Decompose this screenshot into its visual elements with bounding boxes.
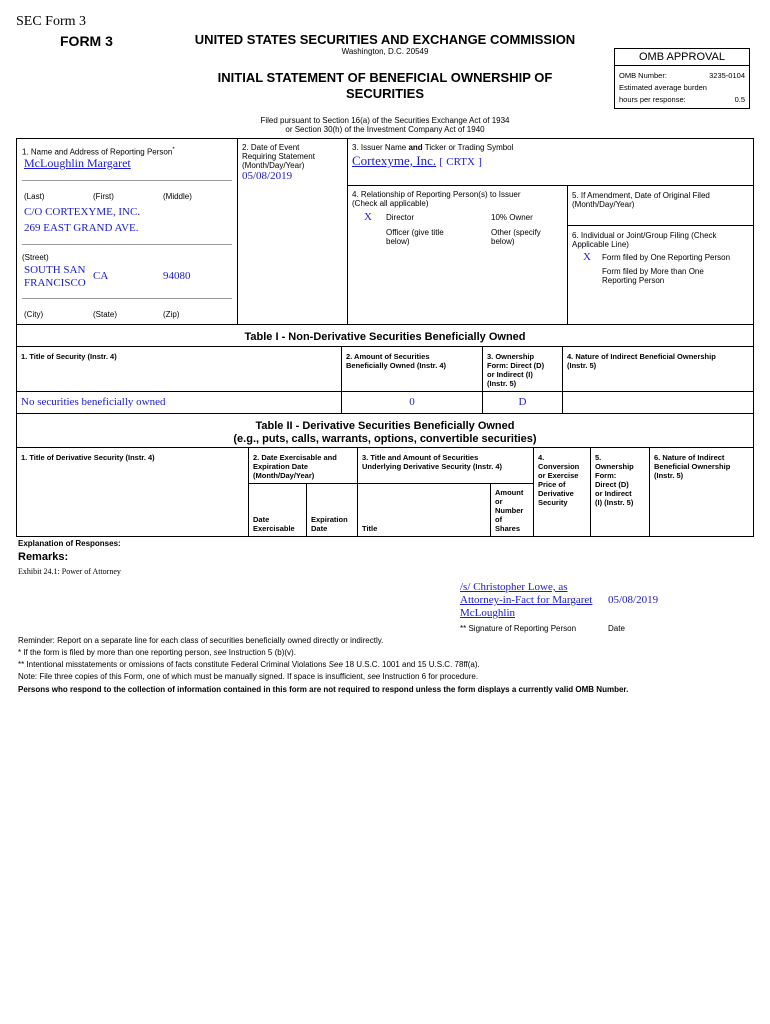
reporting-person-label: 1. Name and Address of Reporting Person* — [22, 147, 175, 157]
divider — [22, 298, 232, 299]
issuer-label: 3. Issuer Name and Ticker or Trading Symbol — [352, 143, 514, 152]
persons-notice: Persons who respond to the collection of information contained in this form are not required to respond unless the form displays a currently valid OMB Number. — [18, 685, 629, 694]
ten-percent-owner-label: 10% Owner — [491, 213, 533, 222]
footnote-1: * If the form is filed by more than one reporting person, see Instruction 5 (b)(v). — [18, 648, 296, 657]
filing-label: 6. Individual or Joint/Group Filing (Check Applicable Line) — [572, 231, 717, 249]
omb-burden-label: Estimated average burden — [619, 83, 707, 92]
date-label: Date — [608, 624, 625, 633]
row-ownership-form: D — [518, 396, 527, 408]
middle-label: (Middle) — [163, 192, 192, 201]
table-2-col-nature: 6. Nature of Indirect Beneficial Ownership (Instr. 5) — [654, 453, 731, 480]
form-number: FORM 3 — [60, 33, 113, 49]
street-label: (Street) — [22, 253, 49, 262]
state-label: (State) — [93, 310, 118, 319]
city-line-1: SOUTH SAN — [24, 264, 86, 276]
agency-name: UNITED STATES SECURITIES AND EXCHANGE COMMISSION — [194, 32, 576, 47]
table-2-sub-amount: Amount or Number of Shares — [495, 488, 524, 533]
footnote-2: ** Intentional misstatements or omissions of facts constitute Federal Criminal Violations See 18 U.S.C. 1001 and 15 U.S.C. 78ff(a). — [18, 660, 480, 669]
last-label: (Last) — [24, 192, 45, 201]
table-2-subheader-cell — [490, 483, 534, 537]
more-person-label: Form filed by More than One Reporting Person — [602, 267, 704, 285]
table-1-header-cell — [562, 346, 754, 392]
first-label: (First) — [93, 192, 114, 201]
ticker-symbol: CRTX — [446, 156, 475, 168]
table-2-col-dates: 2. Date Exercisable and Expiration Date (Month/Day/Year) — [253, 453, 337, 480]
signature-link-line-1[interactable]: /s/ Christopher Lowe, as — [460, 581, 568, 593]
omb-hours-label: hours per response: — [619, 95, 686, 104]
omb-number-value: 3235-0104 — [709, 71, 745, 80]
sec-form-label: SEC Form 3 — [16, 14, 87, 29]
table-cell — [562, 391, 754, 414]
table-2-subheader-cell — [357, 483, 491, 537]
table-2-header-cell — [357, 447, 534, 484]
table-2-col-underlying: 3. Title and Amount of Securities Underlying Derivative Security (Instr. 4) — [362, 453, 503, 471]
filing-box — [567, 225, 754, 325]
state-value: CA — [93, 270, 109, 282]
divider — [22, 180, 232, 181]
signature-link-line-2[interactable]: Attorney-in-Fact for Margaret — [460, 594, 593, 606]
table-1-header-cell — [482, 346, 563, 392]
signature-date: 05/08/2019 — [608, 594, 659, 606]
signature-link-line-3[interactable]: McLoughlin — [460, 607, 515, 619]
divider — [22, 244, 232, 245]
remarks-label: Remarks: — [18, 551, 69, 563]
table-1-col-title: 1. Title of Security (Instr. 4) — [21, 352, 117, 361]
reporting-person-box — [16, 138, 238, 325]
one-person-check: X — [583, 251, 591, 263]
issuer-name-link[interactable]: Cortexyme, Inc. — [352, 153, 437, 168]
table-row — [16, 391, 342, 414]
omb-hours-value: 0.5 — [734, 95, 745, 104]
amendment-label: 5. If Amendment, Date of Original Filed (Month/Day/Year) — [572, 191, 710, 209]
zip-label: (Zip) — [163, 310, 180, 319]
signature-block — [460, 581, 592, 620]
table-2-sub-expiration: Expiration Date — [311, 515, 348, 533]
table-2-col-title: 1. Title of Derivative Security (Instr. 4) — [21, 453, 155, 462]
zip-value: 94080 — [163, 270, 191, 282]
table-2-col-ownership: 5. Ownership Form: Direct (D) or Indirect (I) (Instr. 5) — [595, 453, 634, 507]
table-1-header-cell — [341, 346, 483, 392]
issuer-box — [347, 138, 754, 186]
event-date-label: 2. Date of Event Requiring Statement (Month/Day/Year) — [242, 143, 315, 170]
filed-pursuant: Filed pursuant to Section 16(a) of the Securities Exchange Act of 1934 or Section 30(h) of the Investment Company Act of 1940 — [260, 116, 510, 134]
footnote-3: Note: File three copies of this Form, one of which must be manually signed. If space is insufficient, see Instruction 6 for procedure. — [18, 672, 479, 681]
officer-label: Officer (give title below) — [386, 228, 444, 246]
table-1-title: Table I - Non-Derivative Securities Beneficially Owned — [244, 331, 526, 343]
address-line-2: 269 EAST GRAND AVE. — [24, 222, 139, 234]
director-check: X — [364, 211, 372, 223]
event-date-value: 05/08/2019 — [242, 170, 293, 182]
table-2-header-cell — [248, 447, 358, 484]
statement-title: INITIAL STATEMENT OF BENEFICIAL OWNERSHIP OF SECURITIES — [217, 70, 553, 101]
table-2-subheader-cell — [248, 483, 307, 537]
table-2-subheader-cell — [306, 483, 358, 537]
table-1-col-nature: 4. Nature of Indirect Beneficial Ownership (Instr. 5) — [567, 352, 716, 370]
omb-title: OMB APPROVAL — [615, 49, 749, 66]
event-date-box — [237, 138, 348, 325]
table-2-header-cell — [533, 447, 591, 537]
row-amount: 0 — [409, 396, 415, 408]
omb-approval-box — [614, 48, 750, 109]
table-2-title: Table II - Derivative Securities Beneficially Owned (e.g., puts, calls, warrants, options, convertible securities) — [233, 420, 537, 445]
table-cell — [341, 391, 483, 414]
table-2-header-cell — [16, 447, 249, 537]
amendment-box — [567, 185, 754, 226]
table-1-col-ownership: 3. Ownership Form: Direct (D) or Indirect (I) (Instr. 5) — [487, 352, 545, 388]
table-1-header-cell — [16, 346, 342, 392]
omb-number-label: OMB Number: — [619, 71, 667, 80]
table-2-sub-title: Title — [362, 524, 378, 533]
relationship-label: 4. Relationship of Reporting Person(s) to Issuer (Check all applicable) — [352, 190, 521, 208]
explanation-label: Explanation of Responses: — [18, 539, 121, 548]
city-line-2: FRANCISCO — [24, 277, 86, 289]
table-2-col-conversion: 4. Conversion or Exercise Price of Derivative Security — [538, 453, 580, 507]
address-line-1: C/O CORTEXYME, INC. — [24, 206, 141, 218]
exhibit-text: Exhibit 24.1: Power of Attorney — [18, 567, 121, 576]
relationship-box — [347, 185, 568, 325]
table-2-sub-date-exercisable: Date Exercisable — [253, 515, 295, 533]
one-person-label: Form filed by One Reporting Person — [602, 253, 731, 262]
omb-hours-row — [619, 95, 745, 104]
director-label: Director — [386, 213, 415, 222]
table-cell — [482, 391, 563, 414]
row-title: No securities beneficially owned — [21, 396, 166, 408]
reporting-person-name-link[interactable]: McLoughlin Margaret — [24, 156, 131, 170]
agency-location: Washington, D.C. 20549 — [341, 47, 429, 56]
reminder-text: Reminder: Report on a separate line for each class of securities beneficially owned directly or indirectly. — [18, 636, 384, 645]
other-label: Other (specify below) — [491, 228, 541, 246]
table-2-header-cell — [649, 447, 754, 537]
signature-label: ** Signature of Reporting Person — [460, 624, 577, 633]
table-2-header-cell — [590, 447, 650, 537]
table-1-col-amount: 2. Amount of Securities Beneficially Owned (Instr. 4) — [346, 352, 447, 370]
omb-number-row — [619, 71, 745, 80]
issuer-value: Cortexyme, Inc. [ CRTX ] — [352, 153, 482, 168]
city-label: (City) — [24, 310, 44, 319]
